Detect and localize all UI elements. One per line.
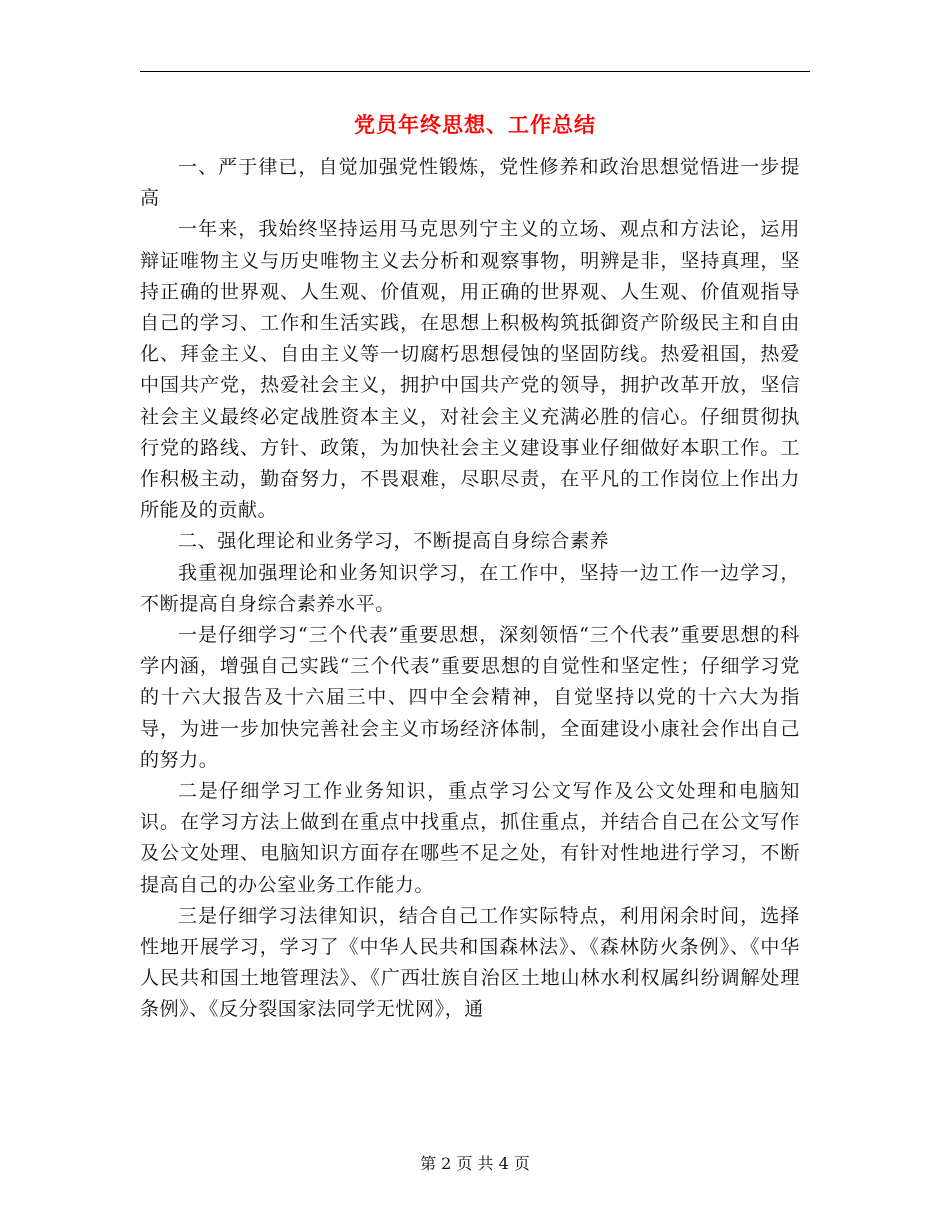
section-heading-1: 一、严于律已，自觉加强党性锻炼，党性修养和政治思想觉悟进一步提高 (140, 156, 800, 210)
body-paragraph: 我重视加强理论和业务知识学习，在工作中，坚持一边工作一边学习，不断提高自身综合素养水平。 (140, 561, 800, 615)
document-title: 党员年终思想、工作总结 (354, 113, 596, 137)
page-number: 第 2 页 共 4 页 (420, 1154, 530, 1173)
section-heading-2: 二、强化理论和业务学习，不断提高自身综合素养 (178, 530, 610, 553)
body-paragraph: 二是仔细学习工作业务知识，重点学习公文写作及公文处理和电脑知识。在学习方法上做到在重点中找重点，抓住重点，并结合自己在公文写作及公文处理、电脑知识方面存在哪些不足之处，有针对性地进行学习，不断提高自己的办公室业务工作能力。 (140, 780, 800, 896)
document-body (140, 152, 800, 1026)
body-paragraph: 一年来，我始终坚持运用马克思列宁主义的立场、观点和方法论，运用辩证唯物主义与历史唯物主义去分析和观察事物，明辨是非，坚持真理，坚持正确的世界观、人生观、价值观，用正确的世界观、人生观、价值观指导自己的学习、工作和生活实践，在思想上积极构筑抵御资产阶级民主和自由化、拜金主义、自由主义等一切腐朽思想侵蚀的坚固防线。热爱祖国，热爱中国共产党，热爱社会主义，拥护中国共产党的领导，拥护改革开放，坚信社会主义最终必定战胜资本主义，对社会主义充满必胜的信心。仔细贯彻执行党的路线、方针、政策，为加快社会主义建设事业仔细做好本职工作。工作积极主动，勤奋努力，不畏艰难，尽职尽责，在平凡的工作岗位上作出力所能及的贡献。 (140, 218, 800, 522)
page-footer (140, 1152, 810, 1176)
body-paragraph: 一是仔细学习“三个代表”重要思想，深刻领悟“三个代表”重要思想的科学内涵，增强自己实践“三个代表”重要思想的自觉性和坚定性；仔细学习党的十六大报告及十六届三中、四中全会精神，自觉坚持以党的十六大为指导，为进一步加快完善社会主义市场经济体制，全面建设小康社会作出自己的努力。 (140, 624, 800, 771)
header-rule (140, 71, 810, 72)
body-paragraph: 三是仔细学习法律知识，结合自己工作实际特点，利用闲余时间，选择性地开展学习，学习了《中华人民共和国森林法》、《森林防火条例》、《中华人民共和国土地管理法》、《广西壮族自治区土地山林水利权属纠纷调解处理条例》、《反分裂国家法同学无忧网》，通 (140, 904, 800, 1021)
